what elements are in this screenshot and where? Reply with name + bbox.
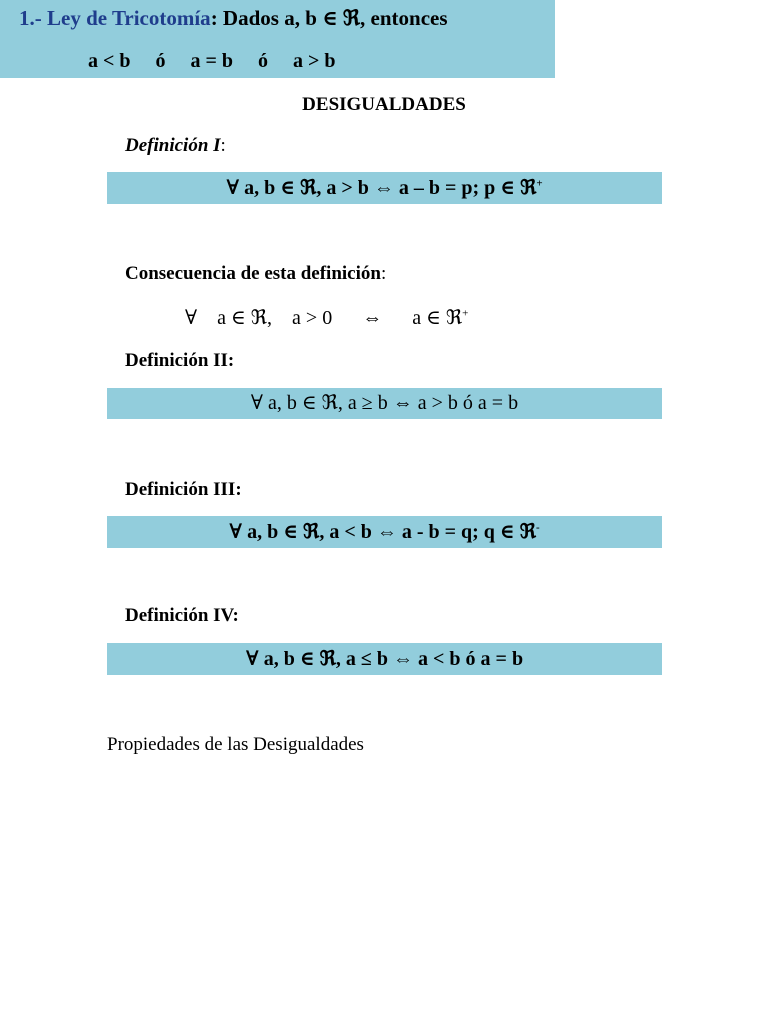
trichotomy-law-name: 1.- Ley de Tricotomía bbox=[19, 6, 211, 30]
definition-1-box bbox=[107, 172, 662, 204]
definition-4-formula: ∀ a, b ∈ ℜ, a ≤ b ⇔ a < b ó a = b bbox=[245, 648, 524, 670]
consequence-superscript: + bbox=[462, 307, 469, 320]
definition-3-label: Definición III: bbox=[125, 479, 242, 500]
definition-1-superscript: + bbox=[536, 177, 543, 190]
definition-2-label: Definición II: bbox=[125, 350, 235, 371]
definition-2-formula: ∀ a, b ∈ ℜ, a ≥ b ⇔ a > b ó a = b bbox=[250, 392, 519, 414]
trichotomy-line-1 bbox=[19, 5, 448, 31]
definition-3-superscript: - bbox=[536, 521, 540, 534]
consequence-formula-text: ∀ a ∈ ℜ, a > 0 ⇔ a ∈ ℜ bbox=[185, 307, 463, 329]
trichotomy-statement: : Dados a, b ∈ ℜ, entonces bbox=[210, 6, 448, 30]
definition-1-formula: ∀ a, b ∈ ℜ, a > b ⇔ a – b = p; p ∈ ℜ bbox=[226, 177, 537, 199]
consequence-label bbox=[125, 263, 386, 285]
properties-title: Propiedades de las Desigualdades bbox=[107, 734, 364, 755]
definition-1-colon: : bbox=[220, 135, 226, 156]
trichotomy-line-2: a < b ó a = b ó a > b bbox=[88, 50, 336, 72]
definition-4-box bbox=[107, 643, 662, 675]
definition-3-box bbox=[107, 516, 662, 548]
consequence-colon: : bbox=[380, 263, 387, 284]
consequence-label-text: Consecuencia de esta definición bbox=[125, 263, 381, 284]
definition-3-formula: ∀ a, b ∈ ℜ, a < b ⇔ a - b = q; q ∈ ℜ bbox=[229, 521, 537, 543]
definition-4-label: Definición IV: bbox=[125, 605, 239, 626]
trichotomy-box bbox=[0, 0, 555, 78]
definition-2-box bbox=[107, 388, 662, 419]
definition-1-label bbox=[125, 135, 226, 157]
page-title: DESIGUALDADES bbox=[302, 94, 466, 115]
consequence-formula bbox=[185, 305, 468, 330]
definition-1-label-text: Definición I bbox=[125, 135, 221, 156]
